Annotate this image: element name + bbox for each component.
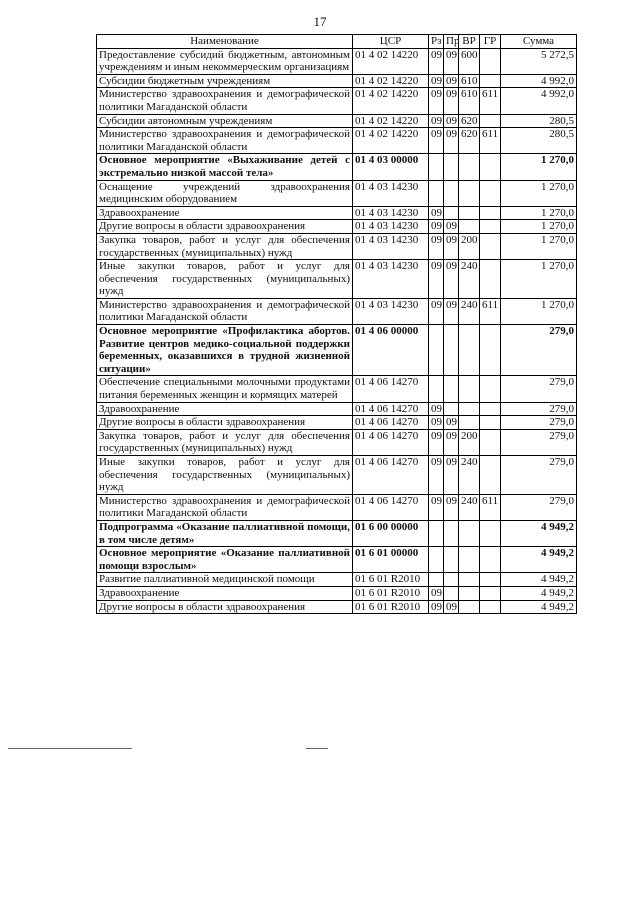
table-row bbox=[97, 114, 577, 128]
table-row bbox=[97, 494, 577, 520]
footnote-separator bbox=[8, 748, 132, 749]
header-gr: ГР bbox=[480, 35, 501, 49]
cell-pr bbox=[444, 325, 459, 376]
cell-sum: 279,0 bbox=[501, 429, 577, 455]
table-row bbox=[97, 220, 577, 234]
cell-rz: 09 bbox=[429, 586, 444, 600]
cell-gr bbox=[480, 586, 501, 600]
cell-name: Закупка товаров, работ и услуг для обеспечения государственных (муниципальных) нужд bbox=[97, 233, 353, 259]
table-row bbox=[97, 573, 577, 587]
table-row bbox=[97, 48, 577, 74]
cell-pr: 09 bbox=[444, 220, 459, 234]
cell-sum: 1 270,0 bbox=[501, 298, 577, 324]
cell-gr: 611 bbox=[480, 128, 501, 154]
cell-vr bbox=[459, 416, 480, 430]
cell-vr: 620 bbox=[459, 114, 480, 128]
cell-name: Иные закупки товаров, работ и услуг для обеспечения государственных (муниципальных) нужд bbox=[97, 260, 353, 299]
cell-rz: 09 bbox=[429, 494, 444, 520]
cell-sum: 5 272,5 bbox=[501, 48, 577, 74]
cell-vr: 200 bbox=[459, 429, 480, 455]
cell-csr: 01 6 01 R2010 bbox=[353, 573, 429, 587]
cell-sum: 4 992,0 bbox=[501, 88, 577, 114]
cell-name: Основное мероприятие «Оказание паллиативной помощи взрослым» bbox=[97, 547, 353, 573]
cell-name: Основное мероприятие «Выхаживание детей с экстремально низкой массой тела» bbox=[97, 154, 353, 180]
cell-vr bbox=[459, 547, 480, 573]
cell-name: Субсидии автономным учреждениям bbox=[97, 114, 353, 128]
cell-gr bbox=[480, 429, 501, 455]
cell-csr: 01 4 06 14270 bbox=[353, 494, 429, 520]
cell-rz: 09 bbox=[429, 600, 444, 614]
cell-rz: 09 bbox=[429, 48, 444, 74]
cell-gr bbox=[480, 520, 501, 546]
cell-pr: 09 bbox=[444, 416, 459, 430]
cell-pr bbox=[444, 547, 459, 573]
cell-name: Субсидии бюджетным учреждениям bbox=[97, 74, 353, 88]
cell-pr: 09 bbox=[444, 260, 459, 299]
cell-gr bbox=[480, 154, 501, 180]
cell-pr bbox=[444, 154, 459, 180]
cell-sum: 279,0 bbox=[501, 376, 577, 402]
cell-name: Оснащение учреждений здравоохранения медицинским оборудованием bbox=[97, 180, 353, 206]
cell-csr: 01 4 06 14270 bbox=[353, 402, 429, 416]
cell-vr bbox=[459, 180, 480, 206]
cell-vr bbox=[459, 376, 480, 402]
cell-gr bbox=[480, 48, 501, 74]
cell-csr: 01 4 03 14230 bbox=[353, 298, 429, 324]
cell-csr: 01 4 03 14230 bbox=[353, 260, 429, 299]
table-row bbox=[97, 260, 577, 299]
cell-name: Основное мероприятие «Профилактика абортов. Развитие центров медико-социальной поддержки беременных, оказавшихся в трудной жизненной ситуации» bbox=[97, 325, 353, 376]
budget-table bbox=[96, 34, 577, 614]
header-pr: Пр bbox=[444, 35, 459, 49]
cell-rz: 09 bbox=[429, 233, 444, 259]
cell-gr bbox=[480, 180, 501, 206]
cell-csr: 01 4 03 00000 bbox=[353, 154, 429, 180]
table-row bbox=[97, 547, 577, 573]
table-row bbox=[97, 298, 577, 324]
table-row bbox=[97, 233, 577, 259]
cell-sum: 1 270,0 bbox=[501, 180, 577, 206]
cell-sum: 4 992,0 bbox=[501, 74, 577, 88]
cell-rz bbox=[429, 180, 444, 206]
table-header bbox=[97, 35, 577, 49]
cell-pr: 09 bbox=[444, 494, 459, 520]
table-row bbox=[97, 128, 577, 154]
cell-pr: 09 bbox=[444, 114, 459, 128]
page-number: 17 bbox=[313, 14, 327, 29]
cell-name: Здравоохранение bbox=[97, 402, 353, 416]
cell-pr: 09 bbox=[444, 88, 459, 114]
cell-gr: 611 bbox=[480, 494, 501, 520]
cell-vr: 620 bbox=[459, 128, 480, 154]
cell-vr bbox=[459, 573, 480, 587]
table-row bbox=[97, 520, 577, 546]
cell-vr: 240 bbox=[459, 298, 480, 324]
cell-pr bbox=[444, 376, 459, 402]
table-row bbox=[97, 456, 577, 495]
cell-vr bbox=[459, 325, 480, 376]
cell-pr bbox=[444, 206, 459, 220]
cell-gr bbox=[480, 600, 501, 614]
cell-name: Другие вопросы в области здравоохранения bbox=[97, 220, 353, 234]
cell-name: Другие вопросы в области здравоохранения bbox=[97, 416, 353, 430]
cell-name: Подпрограмма «Оказание паллиативной помощи, в том числе детям» bbox=[97, 520, 353, 546]
cell-rz: 09 bbox=[429, 429, 444, 455]
cell-gr bbox=[480, 376, 501, 402]
cell-gr bbox=[480, 547, 501, 573]
cell-gr bbox=[480, 260, 501, 299]
cell-name: Министерство здравоохранения и демографической политики Магаданской области bbox=[97, 128, 353, 154]
cell-vr: 600 bbox=[459, 48, 480, 74]
cell-vr bbox=[459, 402, 480, 416]
cell-csr: 01 4 02 14220 bbox=[353, 48, 429, 74]
cell-rz: 09 bbox=[429, 260, 444, 299]
table-row bbox=[97, 429, 577, 455]
cell-csr: 01 4 03 14230 bbox=[353, 206, 429, 220]
cell-vr bbox=[459, 520, 480, 546]
cell-rz bbox=[429, 325, 444, 376]
cell-vr: 240 bbox=[459, 494, 480, 520]
cell-pr: 09 bbox=[444, 429, 459, 455]
cell-vr bbox=[459, 154, 480, 180]
cell-pr bbox=[444, 586, 459, 600]
cell-rz: 09 bbox=[429, 298, 444, 324]
table-row bbox=[97, 180, 577, 206]
cell-rz: 09 bbox=[429, 220, 444, 234]
cell-pr: 09 bbox=[444, 74, 459, 88]
table-body bbox=[97, 48, 577, 614]
header-csr: ЦСР bbox=[353, 35, 429, 49]
table-row bbox=[97, 88, 577, 114]
cell-rz: 09 bbox=[429, 88, 444, 114]
cell-csr: 01 4 06 00000 bbox=[353, 325, 429, 376]
cell-gr bbox=[480, 206, 501, 220]
cell-vr: 240 bbox=[459, 260, 480, 299]
table-row bbox=[97, 600, 577, 614]
cell-pr: 09 bbox=[444, 128, 459, 154]
cell-sum: 279,0 bbox=[501, 416, 577, 430]
cell-gr bbox=[480, 220, 501, 234]
table-row bbox=[97, 402, 577, 416]
cell-vr bbox=[459, 206, 480, 220]
cell-name: Развитие паллиативной медицинской помощи bbox=[97, 573, 353, 587]
cell-csr: 01 4 06 14270 bbox=[353, 416, 429, 430]
header-name: Наименование bbox=[97, 35, 353, 49]
cell-gr: 611 bbox=[480, 298, 501, 324]
cell-name: Закупка товаров, работ и услуг для обеспечения государственных (муниципальных) нужд bbox=[97, 429, 353, 455]
cell-vr: 240 bbox=[459, 456, 480, 495]
cell-gr bbox=[480, 233, 501, 259]
cell-gr bbox=[480, 114, 501, 128]
cell-vr bbox=[459, 600, 480, 614]
cell-gr bbox=[480, 325, 501, 376]
cell-csr: 01 4 02 14220 bbox=[353, 128, 429, 154]
cell-gr bbox=[480, 573, 501, 587]
cell-pr: 09 bbox=[444, 600, 459, 614]
cell-rz: 09 bbox=[429, 402, 444, 416]
cell-name: Обеспечение специальными молочными продуктами питания беременных женщин и кормящих матерей bbox=[97, 376, 353, 402]
cell-name: Министерство здравоохранения и демографической политики Магаданской области bbox=[97, 494, 353, 520]
cell-name: Министерство здравоохранения и демографической политики Магаданской области bbox=[97, 298, 353, 324]
cell-pr: 09 bbox=[444, 298, 459, 324]
cell-rz: 09 bbox=[429, 416, 444, 430]
table-row bbox=[97, 376, 577, 402]
cell-csr: 01 4 06 14270 bbox=[353, 376, 429, 402]
header-vr: ВР bbox=[459, 35, 480, 49]
cell-sum: 4 949,2 bbox=[501, 547, 577, 573]
cell-csr: 01 4 03 14230 bbox=[353, 233, 429, 259]
cell-rz: 09 bbox=[429, 128, 444, 154]
table-row bbox=[97, 74, 577, 88]
cell-rz: 09 bbox=[429, 206, 444, 220]
cell-csr: 01 4 02 14220 bbox=[353, 114, 429, 128]
cell-pr bbox=[444, 180, 459, 206]
cell-sum: 1 270,0 bbox=[501, 154, 577, 180]
cell-sum: 1 270,0 bbox=[501, 206, 577, 220]
cell-rz bbox=[429, 547, 444, 573]
cell-name: Здравоохранение bbox=[97, 586, 353, 600]
cell-sum: 4 949,2 bbox=[501, 586, 577, 600]
cell-pr bbox=[444, 520, 459, 546]
cell-vr: 610 bbox=[459, 88, 480, 114]
cell-gr bbox=[480, 456, 501, 495]
cell-rz bbox=[429, 154, 444, 180]
cell-csr: 01 4 02 14220 bbox=[353, 88, 429, 114]
cell-pr: 09 bbox=[444, 233, 459, 259]
cell-pr: 09 bbox=[444, 48, 459, 74]
cell-csr: 01 4 03 14230 bbox=[353, 220, 429, 234]
cell-rz: 09 bbox=[429, 456, 444, 495]
cell-vr bbox=[459, 220, 480, 234]
table-row bbox=[97, 206, 577, 220]
cell-name: Иные закупки товаров, работ и услуг для обеспечения государственных (муниципальных) нужд bbox=[97, 456, 353, 495]
cell-sum: 1 270,0 bbox=[501, 220, 577, 234]
cell-csr: 01 4 03 14230 bbox=[353, 180, 429, 206]
cell-name: Министерство здравоохранения и демографической политики Магаданской области bbox=[97, 88, 353, 114]
table-row bbox=[97, 154, 577, 180]
table-row bbox=[97, 586, 577, 600]
cell-csr: 01 4 06 14270 bbox=[353, 429, 429, 455]
table-row bbox=[97, 416, 577, 430]
cell-csr: 01 6 01 00000 bbox=[353, 547, 429, 573]
end-mark bbox=[306, 748, 328, 749]
cell-csr: 01 6 00 00000 bbox=[353, 520, 429, 546]
cell-sum: 279,0 bbox=[501, 494, 577, 520]
cell-csr: 01 6 01 R2010 bbox=[353, 586, 429, 600]
cell-name: Предоставление субсидий бюджетным, автономным учреждениям и иным некоммерческим организациям bbox=[97, 48, 353, 74]
cell-sum: 280,5 bbox=[501, 128, 577, 154]
cell-gr bbox=[480, 74, 501, 88]
cell-vr bbox=[459, 586, 480, 600]
cell-gr bbox=[480, 402, 501, 416]
cell-pr bbox=[444, 402, 459, 416]
cell-rz bbox=[429, 376, 444, 402]
cell-rz: 09 bbox=[429, 114, 444, 128]
cell-gr: 611 bbox=[480, 88, 501, 114]
cell-sum: 4 949,2 bbox=[501, 520, 577, 546]
cell-sum: 4 949,2 bbox=[501, 600, 577, 614]
cell-csr: 01 6 01 R2010 bbox=[353, 600, 429, 614]
cell-csr: 01 4 06 14270 bbox=[353, 456, 429, 495]
cell-rz: 09 bbox=[429, 74, 444, 88]
cell-csr: 01 4 02 14220 bbox=[353, 74, 429, 88]
cell-vr: 200 bbox=[459, 233, 480, 259]
cell-sum: 4 949,2 bbox=[501, 573, 577, 587]
header-sum: Сумма bbox=[501, 35, 577, 49]
cell-sum: 280,5 bbox=[501, 114, 577, 128]
cell-sum: 1 270,0 bbox=[501, 260, 577, 299]
cell-sum: 279,0 bbox=[501, 456, 577, 495]
cell-vr: 610 bbox=[459, 74, 480, 88]
cell-sum: 279,0 bbox=[501, 402, 577, 416]
header-rz: Рз bbox=[429, 35, 444, 49]
table-row bbox=[97, 325, 577, 376]
cell-sum: 279,0 bbox=[501, 325, 577, 376]
cell-name: Другие вопросы в области здравоохранения bbox=[97, 600, 353, 614]
cell-pr: 09 bbox=[444, 456, 459, 495]
cell-name: Здравоохранение bbox=[97, 206, 353, 220]
cell-rz bbox=[429, 573, 444, 587]
cell-rz bbox=[429, 520, 444, 546]
cell-gr bbox=[480, 416, 501, 430]
cell-sum: 1 270,0 bbox=[501, 233, 577, 259]
cell-pr bbox=[444, 573, 459, 587]
